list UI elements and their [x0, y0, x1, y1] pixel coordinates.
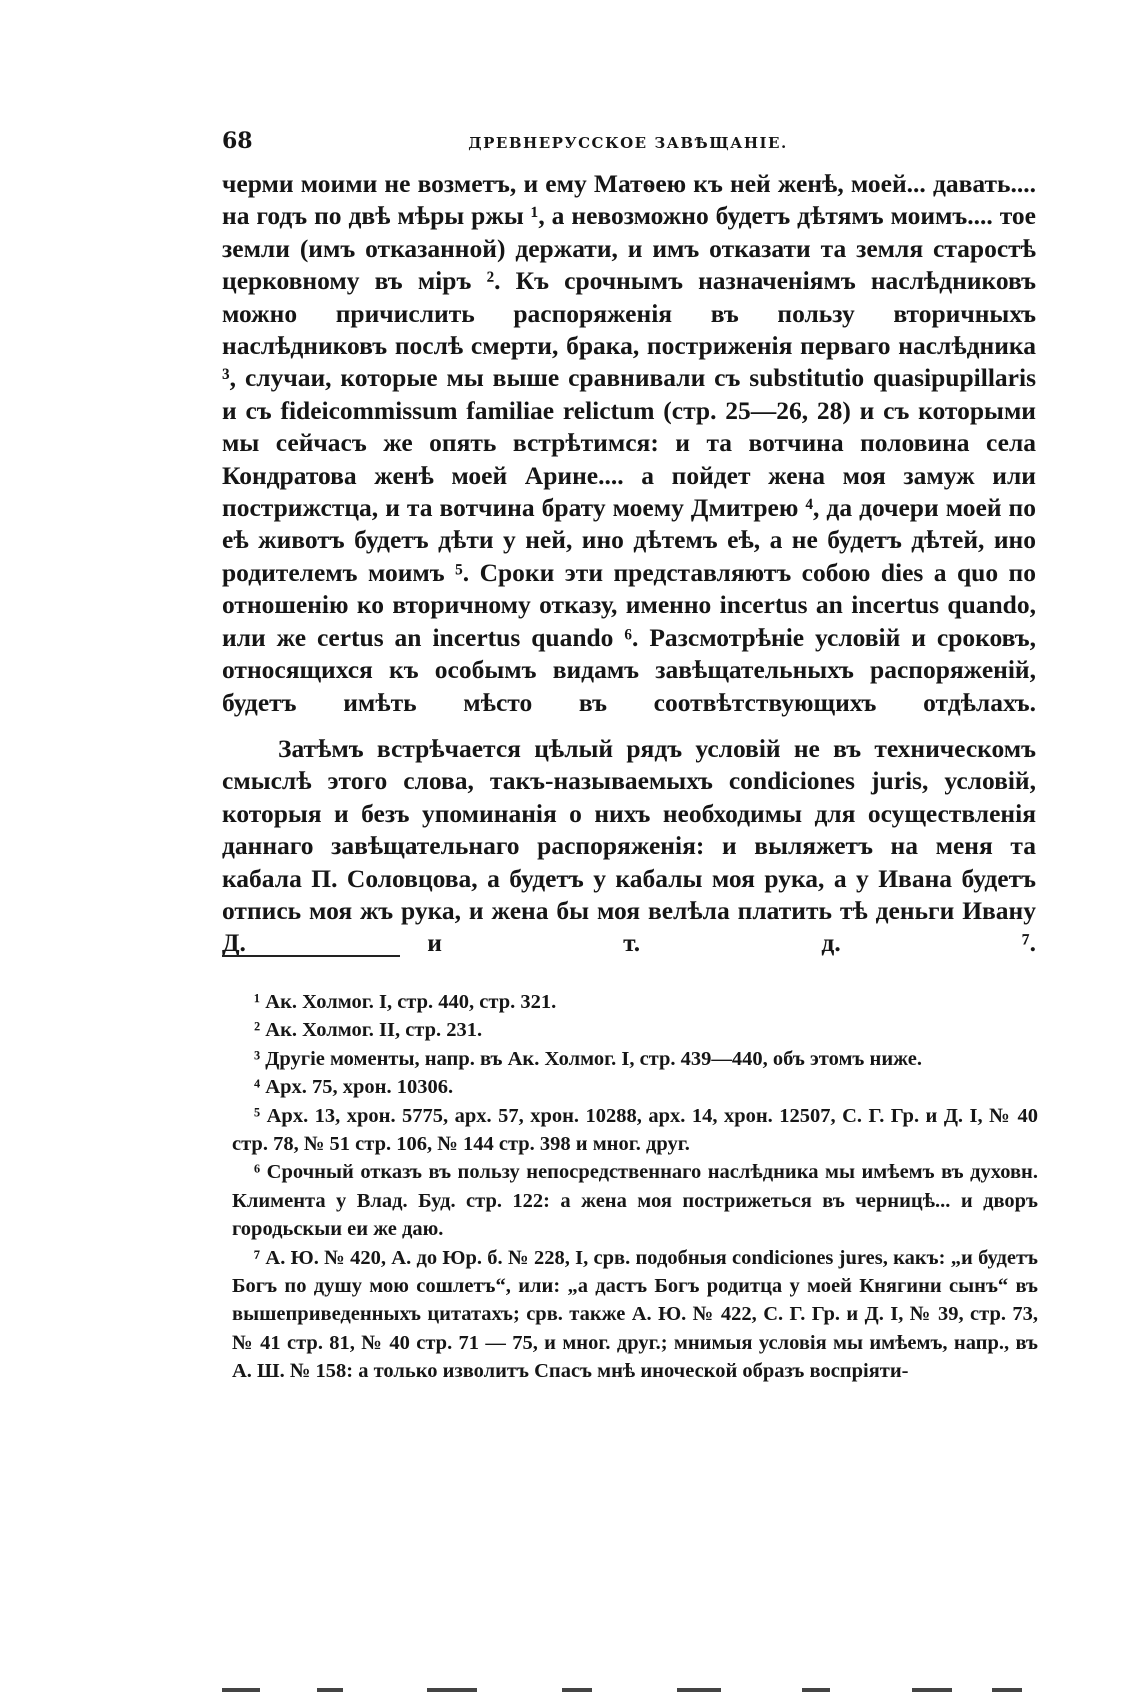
footnote-separator	[222, 955, 400, 957]
page-header	[222, 128, 1034, 164]
footnote-5: ⁵ Арх. 13, хрон. 5775, арх. 57, хрон. 10288, арх. 14, хрон. 12507, С. Г. Гр. и Д. I, № 40 стр. 78, № 51 стр. 106, № 144 стр. 398 и мног. друг.	[232, 1104, 1038, 1156]
paragraph: Затѣмъ встрѣчается цѣлый рядъ условій не въ техническомъ смыслѣ этого слова, такъ-называемыхъ condiciones juris, условій, которыя и безъ упоминанія о нихъ необходимы для осуществленія даннаго завѣщательнаго распоряженія: и выляжетъ на меня та кабала П. Соловцова, а будетъ у кабалы моя рука, а у Ивана будетъ отпись моя жъ рука, и жена бы моя велѣла платить тѣ деньги Ивану Д. и т. д. ⁷.	[222, 733, 1036, 958]
footnotes	[232, 988, 1038, 1386]
main-text	[222, 168, 1036, 960]
footnote-6: ⁶ Срочный отказъ въ пользу непосредственнаго наслѣдника мы имѣемъ въ духовн. Климента у Влад. Буд. стр. 122: а жена моя пострижеться въ черницѣ... и дворъ городьскыи еи же даю.	[232, 1161, 1038, 1241]
running-title: ДРЕВНЕРУССКОЕ ЗАВѢЩАНІЕ.	[468, 134, 788, 152]
footnote-1: ¹ Ак. Холмог. I, стр. 440, стр. 321.	[254, 991, 557, 1013]
footnote-2: ² Ак. Холмог. II, стр. 231.	[254, 1019, 483, 1042]
paragraph-continued: черми моими не возметъ, и ему Матѳею къ ней женѣ, моей... давать.... на годъ по двѣ мѣры ржы ¹, а невозможно будетъ дѣтямъ моимъ.... тое земли (имъ отказанной) держати, и имъ отказати та земля старостѣ церковному въ міръ ². Къ срочнымъ назначеніямъ наслѣдниковъ можно причислить распоряженія въ пользу вторичныхъ наслѣдниковъ послѣ смерти, брака, постриженія перваго наслѣдника ³, случаи, которые мы выше сравнивали съ substitutio quasipupillaris и съ fideicommissum familiae relictum (стр. 25—26, 28) и съ которыми мы сейчасъ же опять встрѣтимся: и та вотчина половина села Кондратова женѣ моей Арине.... а пойдет жена моя замуж или постриж​стца, и та вотчина брату моему Дмитрею ⁴, да дочери моей по еѣ животъ будетъ дѣти у ней, ино дѣтемъ еѣ, а не будетъ дѣтей, ино родителемъ моимъ ⁵. Сроки эти представляютъ собою dies a quo по отношенію ко вторичному отказу, именно incertus an incertus quando, или же certus an incertus quando ⁶. Разсмотрѣніе условій и сроковъ, относящихся къ особымъ видамъ завѣщательныхъ распоряженій, будетъ имѣть мѣсто въ соотвѣтствующихъ отдѣлахъ.	[222, 169, 1036, 717]
footnote-7: ⁷ А. Ю. № 420, А. до Юр. б. № 228, I, срв. подобныя condiciones jures, какъ: „и будетъ Богъ по душу мою сошлетъ“, или: „а дастъ Богъ родитца у моей Княгини сынъ“ въ вышеприведенныхъ цитатахъ; срв. также А. Ю. № 422, С. Г. Гр. и Д. I, № 39, стр. 73, № 41 стр. 81, № 40 стр. 71 — 75, и мног. друг.; мнимыя условія мы имѣемъ, напр., въ А. Ш. № 158: а только изволитъ Спасъ мнѣ иноческой образъ воспріяти-	[232, 1246, 1038, 1383]
next-page-bleed-through	[222, 1684, 1034, 1697]
footnote-3: ³ Другіе моменты, напр. въ Ак. Холмог. I, стр. 439—440, объ этомъ ниже.	[254, 1047, 922, 1070]
page-number: 68	[222, 128, 253, 154]
footnote-4: ⁴ Арх. 75, хрон. 10306.	[254, 1076, 454, 1099]
